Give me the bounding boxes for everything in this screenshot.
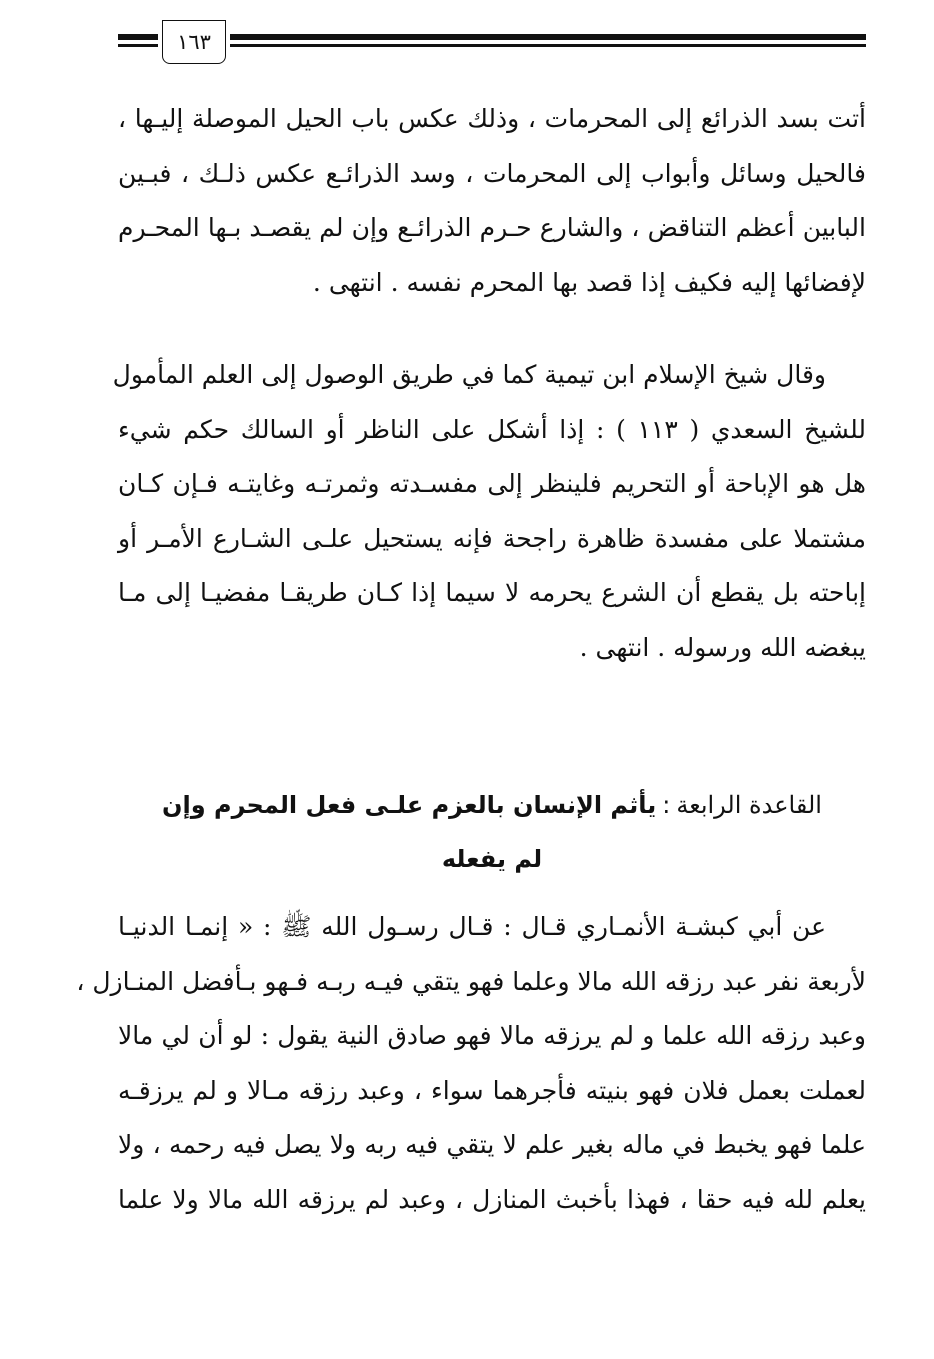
page-header (118, 20, 866, 68)
rule-heading-line-1 (118, 778, 866, 832)
header-rule-right-thin (230, 44, 866, 47)
paragraph-1-line: البابين أعظم التناقض ، والشارع حـرم الذرائـع وإن لم يقصـد بـها المحـرم (118, 213, 866, 242)
paragraph-1 (118, 92, 866, 310)
paragraph-2-line: يبغضه الله ورسوله . انتهى . (579, 632, 866, 662)
header-rule-left-thin (118, 44, 158, 47)
paragraph-3-line: وعبد رزقه الله علما و لم يرزقه مالا فهو صادق النية يقول : لو أن لي مالا (118, 1021, 866, 1050)
paragraph-1-line: فالحيل وسائل وأبواب إلى المحرمات ، وسد الذرائـع عكس ذلـك ، فبـين (118, 158, 866, 188)
paragraph-2 (112, 348, 866, 675)
paragraph-3 (76, 900, 866, 1227)
header-rule-left-thick (118, 34, 158, 40)
paragraph-2-line: للشيخ السعدي ( ١١٣ ) : إذا أشكل على الناظر أو السالك حكم شيء (118, 414, 866, 444)
rule-heading-separator: : (662, 791, 671, 819)
paragraph-1-line: لإفضائها إليه فكيف إذا قصد بها المحرم نفسه . انتهى . (312, 267, 866, 297)
rule-heading-title-1: يأثم الإنسان بالعزم علـى فعل المحرم وإن (162, 791, 657, 819)
paragraph-3-line: لأربعة نفر عبد رزقه الله مالا وعلما فهو يتقي فيـه ربـه فـهو بـأفضل المنـازل ، (76, 966, 866, 996)
paragraph-2-line: وقال شيخ الإسلام ابن تيمية كما في طريق الوصول إلى العلم المأمول (112, 360, 826, 389)
rule-heading (118, 778, 866, 886)
paragraph-2-line: إباحته بل يقطع أن الشرع يحرمه لا سيما إذا كـان طريقـا مفضيـا إلى مـا (118, 578, 866, 607)
paragraph-3-line: لعملت بعمل فلان فهو بنيته فأجرهما سواء ، وعبد رزقه مـالا و لم يرزقـه (118, 1075, 866, 1105)
page-number: ١٦٣ (162, 20, 226, 64)
header-rule-right-thick (230, 34, 866, 40)
paragraph-2-line: هل هو الإباحة أو التحريم فلينظر إلى مفسـدته وثمرتـه وغايتـه فـإن كـان (118, 469, 866, 498)
rule-heading-label: القاعدة الرابعة (676, 791, 822, 819)
rule-heading-title-2: لم يفعله (441, 845, 543, 873)
paragraph-3-line: علما فهو يخبط في ماله بغير علم لا يتقي فيه ربه ولا يصل فيه رحمه ، ولا (118, 1130, 866, 1159)
paragraph-2-line: مشتملا على مفسدة ظاهرة راجحة فإنه يستحيل علـى الشـارع الأمـر أو (118, 523, 866, 553)
paragraph-1-line: أتت بسد الذرائع إلى المحرمات ، وذلك عكس باب الحيل الموصلة إليـها ، (118, 104, 866, 133)
paragraph-3-line: يعلم لله فيه حقا ، فهذا بأخبث المنازل ، وعبد لم يرزقه الله مالا ولا علما (118, 1184, 866, 1214)
paragraph-3-line: عن أبي كبشـة الأنمـاري قـال : قـال رسـول الله ﷺ : « إنمـا الدنيـا (118, 912, 826, 941)
